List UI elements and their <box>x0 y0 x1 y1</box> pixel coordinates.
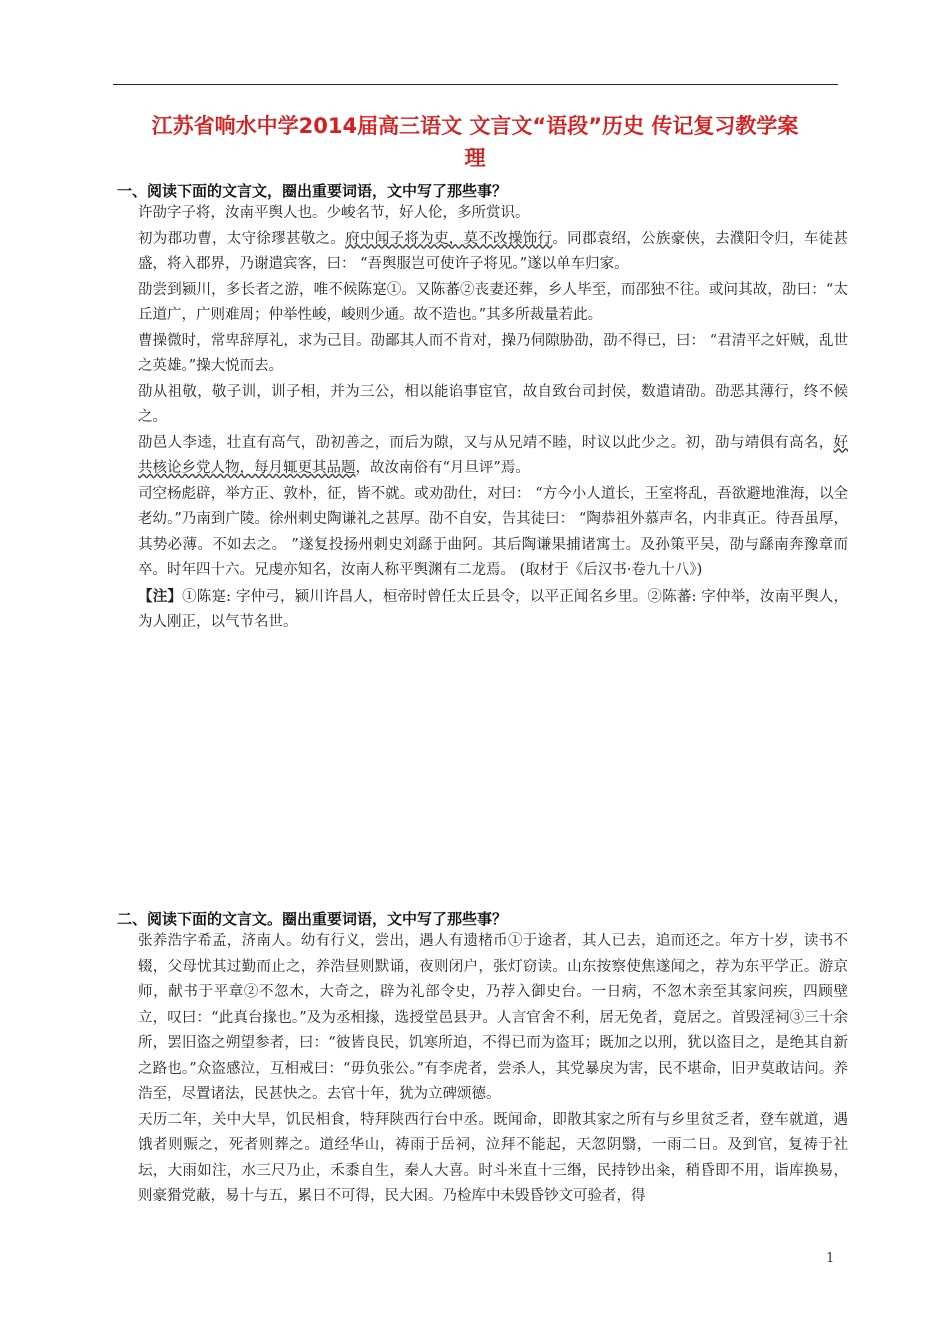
passage-1-para <box>138 227 848 278</box>
question-1-heading: 一、阅读下面的文言文，圈出重要词语，文中写了那些事？ <box>117 182 508 200</box>
note <box>138 584 848 636</box>
text-span: 劭邑人李逵，壮直有高气，劭初善之，而后为隙，又与从兄靖不睦，时议以此少之。初，劭与靖俱有高名， <box>138 434 834 451</box>
question-2-heading: 二、阅读下面的文言文。圈出重要词语，文中写了那些事？ <box>117 910 508 928</box>
passage-1 <box>138 201 848 636</box>
passage-2-para: 天历二年，关中大旱，饥民相食，特拜陕西行台中丞。既闻命，即散其家之所有与乡里贫乏者，登车就道，遇饿者则赈之，死者则葬之。道经华山，祷雨于岳祠，泣拜不能起，天忽阴翳，一雨二日。及到官，复祷于社坛，大雨如注，水三尺乃止，禾黍自生，秦人大喜。时斗米直十三缗，民持钞出籴，稍昏即不用，诣库换易，则豪猾党蔽，易十与五，累日不可得，民大困。乃检库中未毁昏钞文可验者，得 <box>138 1111 848 1204</box>
underlined-phrase: 府中闻子将为吏，莫不改操饰行 <box>345 230 553 247</box>
note-label: 【注】 <box>138 587 183 605</box>
passage-1-para: 曹操微时，常卑辞厚礼，求为己目。劭鄙其人而不肯对，操乃伺隙胁劭，劭不得已，曰： “君清平之奸贼，乱世之英雄。”操大悦而去。 <box>138 332 848 374</box>
note-text: ①陈寔: 字仲弓，颍川许昌人，桓帝时曾任太丘县令，以平正闻名乡里。②陈蕃: 字仲举，汝南平舆人，为人刚正，以气节名世。 <box>138 588 848 630</box>
passage-1-para: 许劭字子将，汝南平舆人也。少峻名节，好人伦，多所赏识。 <box>138 205 530 221</box>
title-line-2: 理 <box>464 146 486 170</box>
passage-1-para: 司空杨彪辟，举方正、敦朴，征，皆不就。或劝劭仕，对曰： “方今小人道长，王室将乱，吾欲避地淮海，以全老幼。”乃南到广陵。徐州刺史陶谦礼之甚厚。劭不自安，告其徒曰： “陶恭祖外慕声名，内非真正。待吾虽厚，其势必薄。不如去之。 ”遂复投扬州刺史刘繇于曲阿。其后陶谦果捕诸寓士。及孙策平吴，劭与繇南奔豫章而卒。时年四十六。兄虔亦知名，汝南人称平舆渊有二龙焉。 (取材于《后汉书·卷九十八》) <box>138 485 848 578</box>
text-span: 初为郡功曹，太守徐璆甚敬之。 <box>138 230 346 247</box>
title-line-1: 江苏省响水中学2014届高三语文 文言文“语段”历史 传记复习教学案 <box>151 114 799 138</box>
page-number: 1 <box>826 1251 835 1266</box>
text-span: ，故汝南俗有“月旦评”焉。 <box>355 460 530 476</box>
passage-2-para: 张养浩字希孟，济南人。幼有行义，尝出，遇人有遗楮币①于途者，其人已去，追而还之。年方十岁，读书不辍，父母忧其过勤而止之，养浩昼则默诵，夜则闭户，张灯窃读。山东按察使焦遂闻之，荐为东平学正。游京师，献书于平章②不忽木，大奇之，辟为礼部令史，乃荐入御史台。一日病，不忽木亲至其家问疾，四顾壁立，叹曰：“此真台掾也。”及为丞相掾，选授堂邑县尹。人言官舍不利，居无免者，竟居之。首毁淫祠③三十余所，罢旧盗之朔望参者，曰：“彼皆良民，饥寒所迫，不得已而为盗耳；既加之以刑，犹以盗目之，是绝其自新之路也。”众盗感泣，互相戒曰：“毋负张公。”有李虎者，尝杀人，其党暴戾为害，民不堪命，旧尹莫敢诘问。养浩至，尽置诸法，民甚快之。去官十年，犹为立碑颂德。 <box>138 933 848 1102</box>
passage-1-para <box>138 431 848 482</box>
passage-1-para: 劭从祖敬，敬子训，训子相，并为三公，相以能谄事宦官，故自致台司封侯，数遣请劭。劭恶其薄行，终不候之。 <box>138 383 848 425</box>
underlined-phrase: 好共核论乡党人物，每月辄更其品题 <box>138 434 848 476</box>
header-rule <box>113 84 838 85</box>
passage-2 <box>138 929 848 1210</box>
page-title <box>100 110 850 174</box>
text-span: 。同郡袁绍，公族豪侠，去濮阳令归，车徒甚盛，将入郡界，乃谢遣宾客，曰： “吾舆服岂可使许子将见。”遂以单车归家。 <box>138 230 849 272</box>
passage-1-para: 劭尝到颍川，多长者之游，唯不候陈寔①。又陈蕃②丧妻还葬，乡人毕至，而邵独不往。或问其故，劭曰：“太丘道广，广则难周；仲举性峻，峻则少通。故不造也。”其多所裁量若此。 <box>138 281 848 323</box>
